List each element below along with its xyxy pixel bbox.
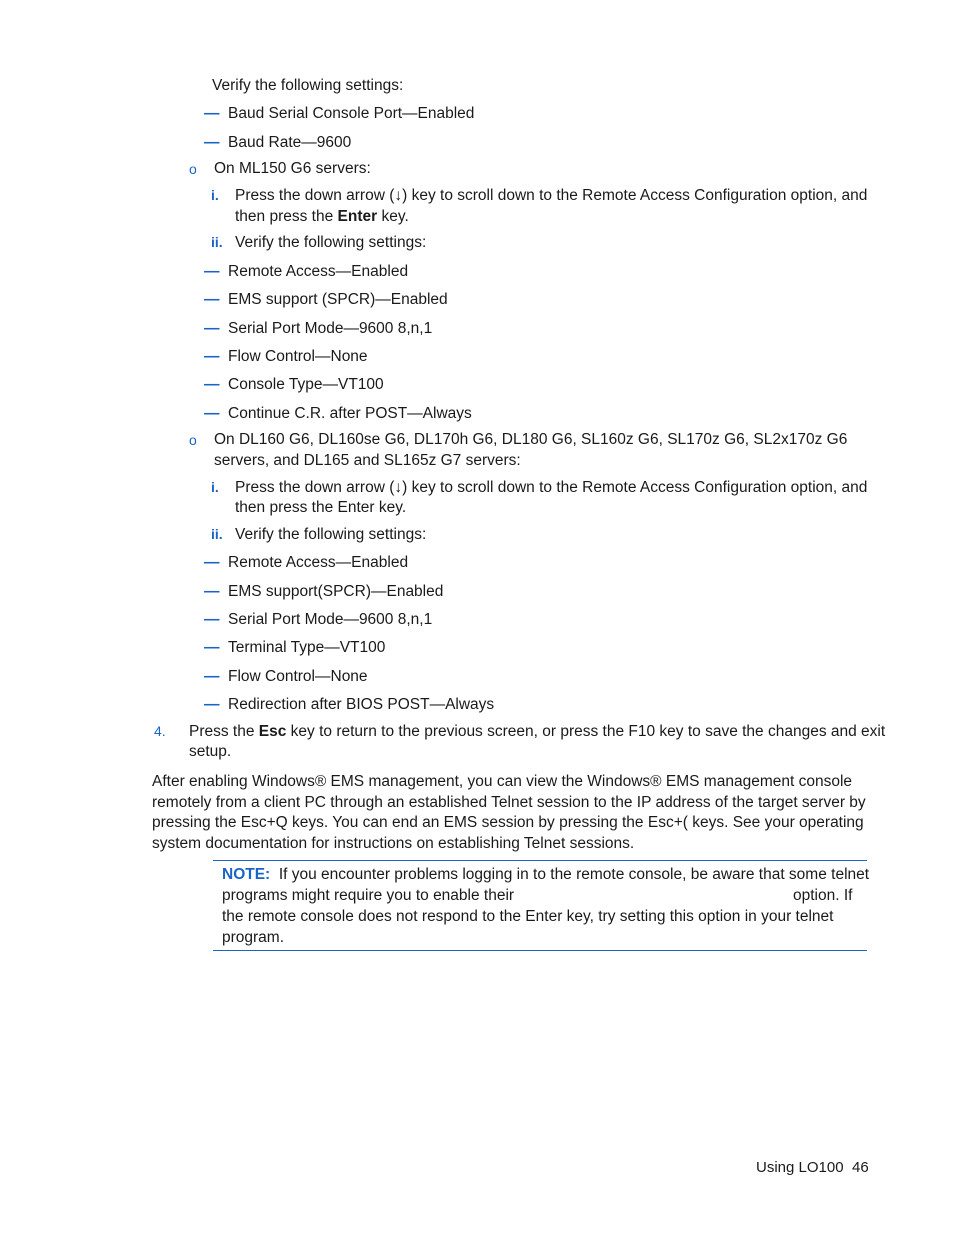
dl160-title: On DL160 G6, DL160se G6, DL170h G6, DL180 G6, SL160z G6, SL170z G6, SL2x170z G6 (214, 431, 848, 448)
note-line: NOTE: If you encounter problems logging in to the remote console, be aware that some telnet (222, 866, 870, 883)
dl160-title: servers, and DL165 and SL165z G7 servers: (214, 452, 521, 469)
list-item: EMS support (SPCR)—Enabled (228, 291, 448, 308)
enter-key-label: Enter (337, 208, 378, 225)
note-line: the remote console does not respond to the Enter key, try setting this option in your telnet (222, 908, 834, 925)
list-item: Remote Access—Enabled (228, 554, 409, 571)
step-number: 4. (154, 723, 166, 739)
list-item: EMS support(SPCR)—Enabled (228, 583, 444, 600)
paragraph-line: pressing the Esc+Q keys. You can end an EMS session by pressing the Esc+( keys. See your operating (152, 814, 864, 831)
note-line: program. (222, 929, 285, 946)
list-item: Baud Serial Console Port—Enabled (228, 105, 475, 122)
list-item: Redirection after BIOS POST—Always (228, 696, 495, 713)
list-item: Flow Control—None (228, 668, 368, 685)
list-item: Continue C.R. after POST—Always (228, 405, 472, 422)
list-item: Console Type—VT100 (228, 376, 384, 393)
list-item: Remote Access—Enabled (228, 263, 409, 280)
list-item: Baud Rate—9600 (228, 134, 352, 151)
step-number: i. (211, 187, 219, 203)
circle-bullet: o (189, 432, 197, 448)
page-number: 46 (852, 1159, 869, 1176)
list-item: Serial Port Mode—9600 8,n,1 (228, 611, 433, 628)
dash-bullet: — (204, 639, 220, 656)
step-text: Verify the following settings: (235, 526, 427, 543)
step-text: then press the Enter key. (235, 499, 407, 516)
step-text: then press the Enter key. (235, 208, 409, 225)
dash-bullet: — (204, 105, 220, 122)
note-line: programs might require you to enable their (222, 887, 515, 904)
dash-bullet: — (204, 376, 220, 393)
dash-bullet: — (204, 583, 220, 600)
note-label: NOTE: (222, 866, 271, 883)
ml150-title: On ML150 G6 servers: (214, 160, 371, 177)
note-top-rule (213, 860, 867, 861)
step-number: ii. (211, 526, 223, 542)
dash-bullet: — (204, 405, 220, 422)
paragraph-line: system documentation for instructions on establishing Telnet sessions. (152, 835, 635, 852)
list-item: Flow Control—None (228, 348, 368, 365)
note-line: option. If (793, 887, 853, 904)
list-item: Serial Port Mode—9600 8,n,1 (228, 320, 433, 337)
step-text: Press the down arrow (↓) key to scroll down to the Remote Access Configuration option, and (235, 187, 868, 204)
step-number: ii. (211, 234, 223, 250)
dash-bullet: — (204, 696, 220, 713)
list-item: Terminal Type—VT100 (228, 639, 386, 656)
step-text: setup. (189, 743, 232, 760)
step-text: Press the down arrow (↓) key to scroll down to the Remote Access Configuration option, and (235, 479, 868, 496)
dash-bullet: — (204, 348, 220, 365)
dash-bullet: — (204, 291, 220, 308)
circle-bullet: o (189, 161, 197, 177)
dash-bullet: — (204, 554, 220, 571)
paragraph-line: After enabling Windows® EMS management, you can view the Windows® EMS management console (152, 773, 853, 790)
dash-bullet: — (204, 134, 220, 151)
step-text: Verify the following settings: (235, 234, 427, 251)
dash-bullet: — (204, 668, 220, 685)
dash-bullet: — (204, 320, 220, 337)
dash-bullet: — (204, 611, 220, 628)
esc-key-label: Esc (258, 723, 287, 740)
dash-bullet: — (204, 263, 220, 280)
note-bottom-rule (213, 950, 867, 951)
paragraph-line: remotely from a client PC through an established Telnet session to the IP address of the target server by (152, 794, 866, 811)
intro-text: Verify the following settings: (212, 77, 404, 94)
step-text: Press the Esc key to return to the previous screen, or press the F10 key to save the changes and exit (189, 723, 886, 740)
step-number: i. (211, 479, 219, 495)
footer-section: Using LO100 (756, 1159, 844, 1176)
